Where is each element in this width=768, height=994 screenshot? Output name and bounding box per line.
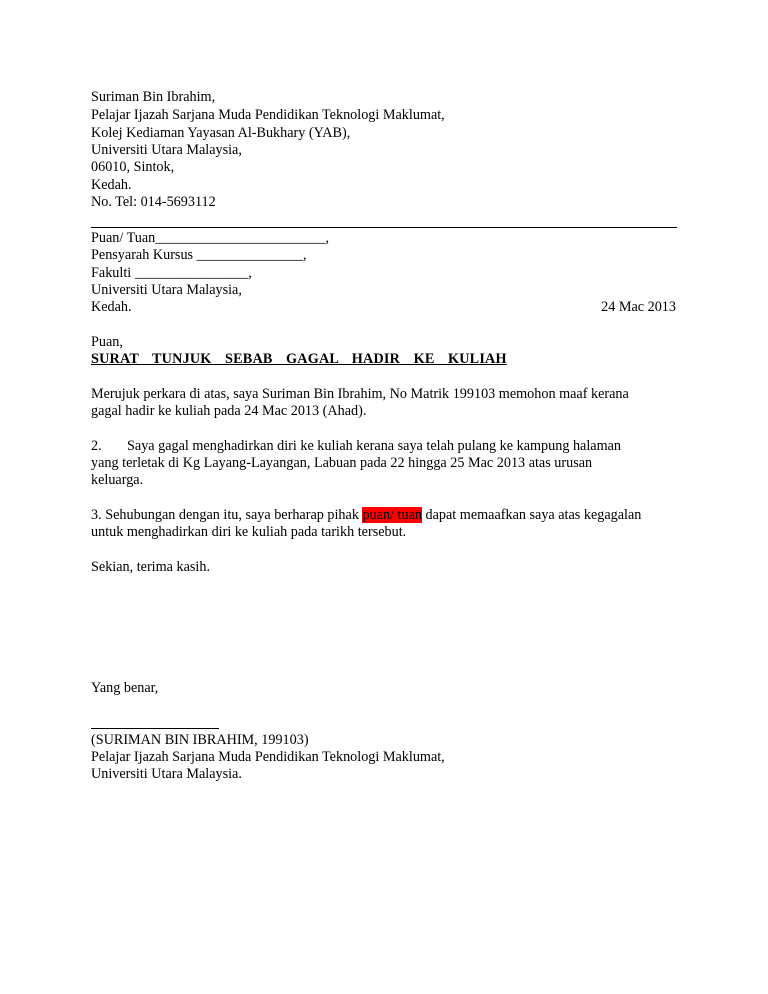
paragraph-3-line-1 — [91, 507, 641, 524]
subject-heading: SURAT TUNJUK SEBAB GAGAL HADIR KE KULIAH — [91, 351, 507, 367]
recipient-name: Puan/ Tuan________________________, — [91, 230, 330, 246]
salutation: Puan, — [91, 334, 123, 350]
paragraph-1-line-2: gagal hadir ke kuliah pada 24 Mac 2013 (Ahad). — [91, 403, 367, 419]
letter-date: 24 Mac 2013 — [601, 299, 676, 315]
paragraph-2-text-1: Saya gagal menghadirkan diri ke kuliah kerana saya telah pulang ke kampung halaman — [127, 438, 622, 454]
sender-university: Universiti Utara Malaysia, — [91, 142, 242, 158]
signer-title: Pelajar Ijazah Sarjana Muda Pendidikan Teknologi Maklumat, — [91, 749, 445, 765]
paragraph-3-text-after: dapat memaafkan saya atas kegagalan — [421, 507, 642, 523]
closing-remark: Sekian, terima kasih. — [91, 559, 210, 575]
highlighted-placeholder: puan/ tuan — [362, 507, 422, 523]
paragraph-2-line-2: yang terletak di Kg Layang-Layangan, Labuan pada 22 hingga 25 Mac 2013 atas urusan — [91, 455, 593, 471]
paragraph-1-line-1: Merujuk perkara di atas, saya Suriman Bin Ibrahim, No Matrik 199103 memohon maaf kerana — [91, 386, 629, 402]
sender-state: Kedah. — [91, 177, 132, 193]
paragraph-3-text-before: 3. Sehubungan dengan itu, saya berharap pihak — [91, 507, 363, 523]
recipient-university: Universiti Utara Malaysia, — [91, 282, 242, 298]
signature-line — [91, 728, 219, 729]
paragraph-2-line-3: keluarga. — [91, 472, 144, 488]
sender-phone: No. Tel: 014-5693112 — [91, 194, 216, 210]
sender-postcode: 06010, Sintok, — [91, 159, 175, 175]
paragraph-2-line-1 — [91, 438, 621, 455]
paragraph-2-number: 2. — [91, 438, 102, 454]
paragraph-3-line-2: untuk menghadirkan diri ke kuliah pada tarikh tersebut. — [91, 524, 407, 540]
recipient-position: Pensyarah Kursus _______________, — [91, 247, 307, 263]
header-divider — [91, 227, 677, 228]
sender-college: Kolej Kediaman Yayasan Al-Bukhary (YAB), — [91, 125, 351, 141]
signer-institution: Universiti Utara Malaysia. — [91, 766, 242, 782]
sender-name: Suriman Bin Ibrahim, — [91, 89, 216, 105]
recipient-state: Kedah. — [91, 299, 132, 315]
signer-name: (SURIMAN BIN IBRAHIM, 199103) — [91, 732, 309, 748]
recipient-faculty: Fakulti ________________, — [91, 265, 252, 281]
closing: Yang benar, — [91, 680, 159, 696]
sender-program: Pelajar Ijazah Sarjana Muda Pendidikan Teknologi Maklumat, — [91, 107, 445, 123]
